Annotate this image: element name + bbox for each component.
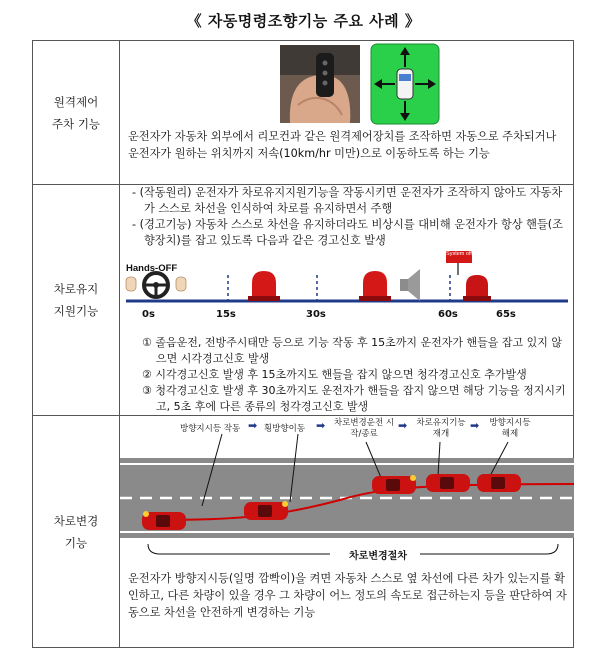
label-line: 차로변경 xyxy=(53,513,99,528)
speaker-icon xyxy=(400,269,420,301)
numbered-item: ③ 청각경고신호 발생 후 30초까지도 운전자가 핸들을 잡지 않으면 해당 기능을 정지시키고, 5초 후에 다른 종류의 청각경고신호 발생 xyxy=(142,384,566,413)
row-label xyxy=(33,41,120,185)
photo-area xyxy=(120,41,573,127)
steering-wheel-icon xyxy=(144,273,168,297)
arrow-icon: ➡ xyxy=(248,419,258,432)
label-line: 지원기능 xyxy=(53,304,99,318)
hands-off-label: Hands-OFF xyxy=(126,263,178,274)
row-lane-keeping xyxy=(33,185,574,416)
procedure-label: 차로변경절차 xyxy=(349,551,407,562)
warning-timeline xyxy=(120,249,573,335)
lane-change-description: 운전자가 방향지시등(일명 깜빡이)을 켜면 자동차 스스로 옆 차선에 다른 차가 있는지를 확인하고, 다른 차량이 있을 경우 그 차량이 어느 정도의 속도로 접근하는지 등을 판단하여 자동으로 차선을 안전하게 변경하는 기능 xyxy=(128,572,567,619)
step-label: 차로유지기능 재개 xyxy=(416,418,466,439)
bullet-principle: - (작동원리) 운전자가 차로유지지원기능을 작동시키면 운전자가 조작하지 않아도 자동차가 스스로 차선을 인식하여 차로를 유지하면서 주행 xyxy=(132,186,563,215)
row-content xyxy=(120,416,574,648)
arrow-icon: ➡ xyxy=(316,419,326,432)
arrow-icon: ➡ xyxy=(398,419,408,432)
row-lane-change xyxy=(33,416,574,648)
lane-change-diagram xyxy=(120,416,573,568)
numbered-item: ① 졸음운전, 전방주시태만 등으로 기능 작동 후 15초까지 운전자가 핸들을 잡고 있지 않으면 시각경고신호 발생 xyxy=(142,336,562,365)
remote-key-photo xyxy=(280,45,360,123)
tick-label: 30s xyxy=(306,309,326,320)
system-off-label: System off xyxy=(446,251,472,257)
row-label xyxy=(33,416,120,648)
row-content xyxy=(120,185,574,416)
tick-label: 0s xyxy=(142,309,155,320)
step-label: 횡방향이동 xyxy=(264,424,306,434)
step-label: 방향지시등 해제 xyxy=(489,418,531,439)
car-icon xyxy=(426,474,470,492)
bullet-warning: - (경고기능) 자동차 스스로 차선을 유지하더라도 비상시를 대비해 운전자가 항상 핸들(조향장치)를 잡고 있도록 다음과 같은 경고신호 발생 xyxy=(132,218,563,247)
car-icon xyxy=(372,475,416,494)
numbered-item: ② 시각경고신호 발생 후 15초까지도 핸들을 잡지 않으면 청각경고신호 추가발생 xyxy=(142,368,527,381)
car-icon xyxy=(477,474,521,492)
tick-label: 15s xyxy=(216,309,236,320)
label-line: 차로유지 xyxy=(53,282,99,296)
tick-label: 65s xyxy=(496,309,516,320)
warning-lamp-icon xyxy=(463,275,491,301)
warning-lamp-icon xyxy=(359,271,391,301)
warning-lamp-icon xyxy=(248,271,280,301)
label-line: 원격제어 xyxy=(53,94,99,109)
row-remote-parking xyxy=(33,41,574,185)
label-line: 기능 xyxy=(64,535,88,550)
step-label: 차로변경운전 시작/종료 xyxy=(333,418,395,439)
step-label: 방향지시등 작동 xyxy=(180,424,241,434)
tick-label: 60s xyxy=(438,309,458,320)
timeline-graphic xyxy=(120,249,574,335)
feature-table xyxy=(32,40,574,648)
car-icon xyxy=(244,501,288,520)
row-label xyxy=(33,185,120,416)
row-content xyxy=(120,41,574,185)
road-graphic xyxy=(120,416,574,568)
label-line: 주차 기능 xyxy=(51,116,101,131)
remote-parking-description: 운전자가 자동차 외부에서 리모컨과 같은 원격제어장치를 조작하면 자동으로 주차되거나 운전자가 원하는 위치까지 저속(10km/hr 미만)으로 이동하도록 하는 기능 xyxy=(128,130,557,160)
arrow-icon: ➡ xyxy=(470,419,480,432)
page-title: 《 자동명령조향기능 주요 사례 》 xyxy=(186,12,421,30)
remote-parking-screen-icon xyxy=(370,43,440,125)
car-icon xyxy=(142,511,186,530)
